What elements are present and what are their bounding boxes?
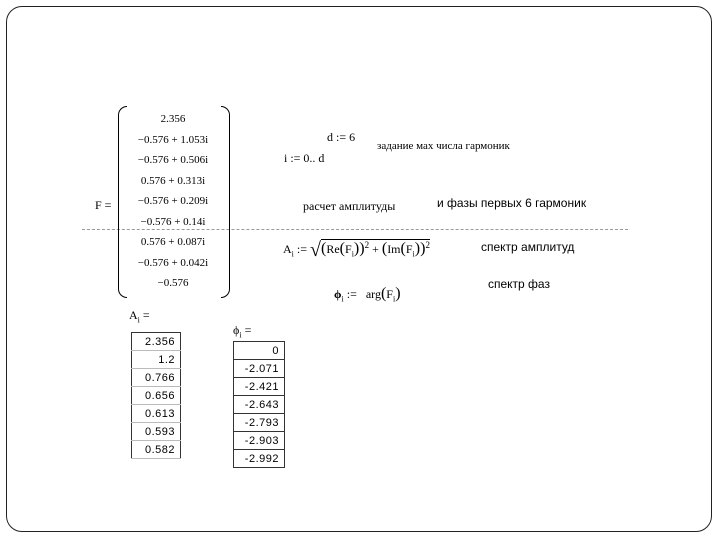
phase-value-cell: -2.071 — [234, 360, 285, 378]
table-row — [132, 441, 181, 459]
im-power: 2 — [425, 240, 430, 250]
phase-value-cell: -2.992 — [234, 450, 285, 468]
phase-value-cell: -2.421 — [234, 378, 285, 396]
amplitude-value-cell: 0.613 — [132, 405, 181, 423]
amplitude-value-cell: 2.356 — [132, 333, 181, 351]
vector-entry: −0.576 + 1.053i — [137, 133, 209, 146]
re-power: 2 — [364, 240, 370, 250]
table-row — [132, 369, 181, 387]
amplitude-result-label — [129, 308, 150, 324]
phase-value-cell: -2.643 — [234, 396, 285, 414]
phase-result-eq: = — [244, 323, 252, 337]
vector-entry: 2.356 — [160, 113, 186, 125]
table-row — [234, 450, 285, 468]
phase-comment: спектр фаз — [488, 277, 550, 291]
phase-result-table — [233, 341, 285, 468]
phase-assign: := — [346, 287, 357, 301]
phase-result-sub: i — [239, 330, 242, 340]
phase-formula: $\phi_i$ := $arg(F_i)$ — [334, 285, 401, 304]
table-row — [234, 396, 285, 414]
calc-text: расчет амплитуды — [303, 199, 396, 213]
amplitude-lhs: A — [283, 242, 292, 256]
arg-function: arg — [365, 287, 381, 301]
phase-result-symbol: ϕ — [233, 323, 240, 337]
table-row — [234, 378, 285, 396]
phase-value-cell: 0 — [234, 342, 285, 360]
table-row — [132, 333, 181, 351]
table-row — [132, 351, 181, 369]
i-range: i := 0.. d — [284, 151, 325, 165]
table-row — [132, 387, 181, 405]
vector-entry: −0.576 — [157, 277, 189, 289]
vector-entry: −0.576 + 0.209i — [137, 195, 209, 207]
amplitude-value-cell: 0.593 — [132, 423, 181, 441]
phase-arg: F — [386, 287, 393, 301]
vector-entry: −0.576 + 0.506i — [137, 154, 209, 166]
phase-lhs-sub: i — [341, 294, 344, 304]
amplitude-assign: := — [296, 242, 308, 256]
re-arg: F — [345, 242, 352, 256]
d-definition: d := 6 — [327, 130, 356, 144]
amplitude-result-table — [131, 332, 181, 459]
amplitude-value-cell: 0.656 — [132, 387, 181, 405]
amplitude-result-eq: = — [142, 308, 150, 322]
vector-right-bracket — [221, 106, 230, 298]
table-row — [234, 414, 285, 432]
d-comment: задание мах числа гармоник — [377, 140, 510, 152]
vector-entry: 0.576 + 0.087i — [140, 236, 206, 248]
calc-text-continued: и фазы первых 6 гармоник — [437, 196, 587, 210]
amplitude-value-cell: 1.2 — [132, 351, 181, 369]
table-row — [234, 342, 285, 360]
dashed-divider — [82, 229, 628, 230]
re-function: Re — [326, 242, 340, 256]
vector-entry: 0.576 + 0.313i — [140, 174, 206, 187]
vector-entry: −0.576 + 0.14i — [140, 215, 206, 228]
im-function: Im — [387, 242, 401, 256]
table-row — [132, 423, 181, 441]
sqrt-symbol: √ — [310, 239, 321, 261]
phase-value-cell: -2.903 — [234, 432, 285, 450]
vector-label: F = — [95, 198, 112, 212]
amplitude-lhs-sub: i — [291, 249, 294, 259]
im-arg-sub: i — [412, 249, 415, 259]
table-row — [234, 360, 285, 378]
amplitude-result-symbol: A — [129, 308, 138, 322]
plus-sign: + — [372, 242, 379, 256]
amplitude-value-cell: 0.766 — [132, 369, 181, 387]
amplitude-value-cell: 0.582 — [132, 441, 181, 459]
re-arg-sub: i — [351, 249, 354, 259]
phase-lhs: ϕ — [334, 287, 342, 301]
amplitude-formula — [283, 239, 430, 262]
amplitude-comment: спектр амплитуд — [481, 240, 575, 254]
amplitude-result-sub: i — [137, 315, 140, 325]
phase-arg-sub: i — [392, 294, 396, 304]
phase-value-cell: -2.793 — [234, 414, 285, 432]
im-arg: F — [405, 242, 413, 256]
table-row — [234, 432, 285, 450]
table-row — [132, 405, 181, 423]
slide-frame — [6, 6, 712, 532]
phase-result-label — [233, 323, 251, 339]
sqrt-body: $(Re(F_i))^2 + (Im(F_i))^2$ — [321, 240, 430, 259]
vector-entry: −0.576 + 0.042i — [137, 256, 209, 269]
